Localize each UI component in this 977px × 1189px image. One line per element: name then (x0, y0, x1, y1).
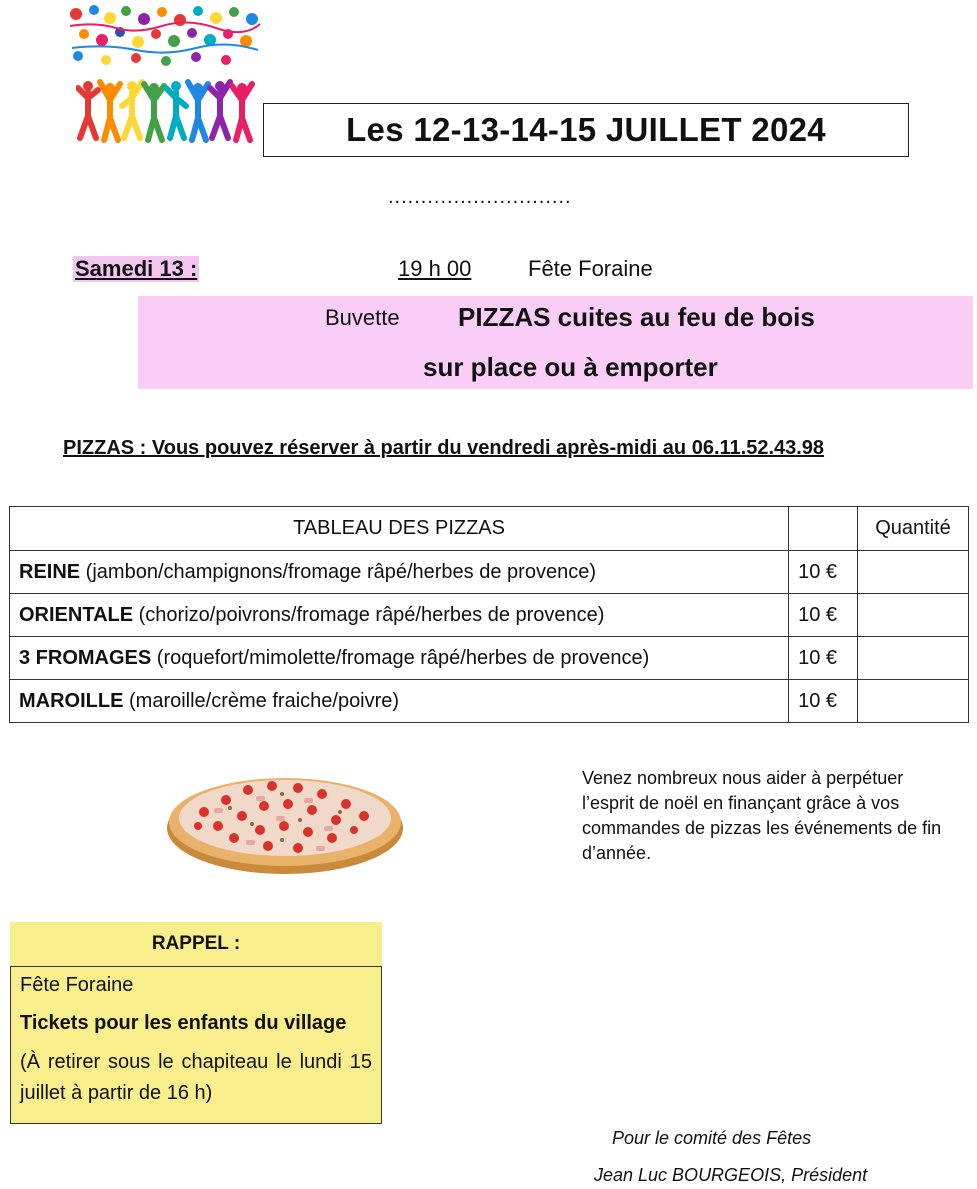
table-title-cell: TABLEAU DES PIZZAS (10, 507, 789, 551)
signature-president: Jean Luc BOURGEOIS, Président (594, 1165, 868, 1185)
pizzas-headline: PIZZAS cuites au feu de bois (458, 302, 815, 332)
pizza-image (164, 760, 407, 880)
quantity-cell[interactable] (858, 680, 969, 723)
pizza-table (9, 506, 969, 723)
table-row (10, 551, 969, 594)
price-header-cell (789, 507, 858, 551)
table-header-row (10, 507, 969, 551)
pizza-cell (10, 637, 789, 680)
table-row (10, 680, 969, 723)
quantity-cell[interactable] (858, 637, 969, 680)
event-dates-title: Les 12-13-14-15 JUILLET 2024 (346, 111, 826, 148)
table-row (10, 594, 969, 637)
pizza-ingredients: (maroille/crème fraiche/poivre) (123, 689, 400, 712)
day-label: Samedi 13 : (75, 256, 198, 281)
buvette-label: Buvette (325, 305, 400, 330)
title-box (263, 103, 909, 157)
pizza-price: 10 € (789, 594, 858, 637)
confetti-decoration (66, 4, 262, 70)
signature-committee: Pour le comité des Fêtes (612, 1128, 812, 1148)
pizza-price: 10 € (789, 637, 858, 680)
pizza-name: 3 FROMAGES (19, 646, 152, 669)
pizza-cell (10, 551, 789, 594)
quantity-cell[interactable] (858, 594, 969, 637)
reservation-notice: PIZZAS : Vous pouvez réserver à partir du vendredi après-midi au 06.11.52.43.98 (63, 437, 825, 459)
pizza-ingredients: (roquefort/mimolette/fromage râpé/herbes de provence) (151, 646, 650, 669)
support-message: Venez nombreux nous aider à perpétuer l’esprit de noël en finançant grâce à vos commandes de pizzas les événements de fin d’année. (582, 768, 942, 863)
pizza-price: 10 € (789, 551, 858, 594)
dancers-decoration (76, 76, 256, 146)
pizza-price: 10 € (789, 680, 858, 723)
quantity-cell[interactable] (858, 551, 969, 594)
rappel-line-tickets: Tickets pour les enfants du village (20, 1012, 347, 1034)
table-row (10, 637, 969, 680)
rappel-line-pickup: (À retirer sous le chapiteau le lundi 15 juillet à partir de 16 h) (20, 1051, 372, 1104)
rappel-box (10, 966, 382, 1124)
pizza-cell (10, 680, 789, 723)
rappel-title: RAPPEL : (10, 922, 382, 966)
rappel-line-fair: Fête Foraine (20, 974, 134, 996)
pizza-name: REINE (19, 560, 81, 583)
dotted-separator: ............................ (388, 186, 572, 208)
event-time: 19 h 00 (398, 256, 472, 281)
event-name: Fête Foraine (528, 256, 653, 281)
pizza-name: MAROILLE (19, 689, 124, 712)
pizza-ingredients: (chorizo/poivrons/fromage râpé/herbes de provence) (133, 603, 605, 626)
pizza-cell (10, 594, 789, 637)
pizza-name: ORIENTALE (19, 603, 134, 626)
takeaway-line: sur place ou à emporter (423, 352, 718, 382)
quantity-header-cell: Quantité (858, 507, 969, 551)
pizza-ingredients: (jambon/champignons/fromage râpé/herbes de provence) (80, 560, 596, 583)
